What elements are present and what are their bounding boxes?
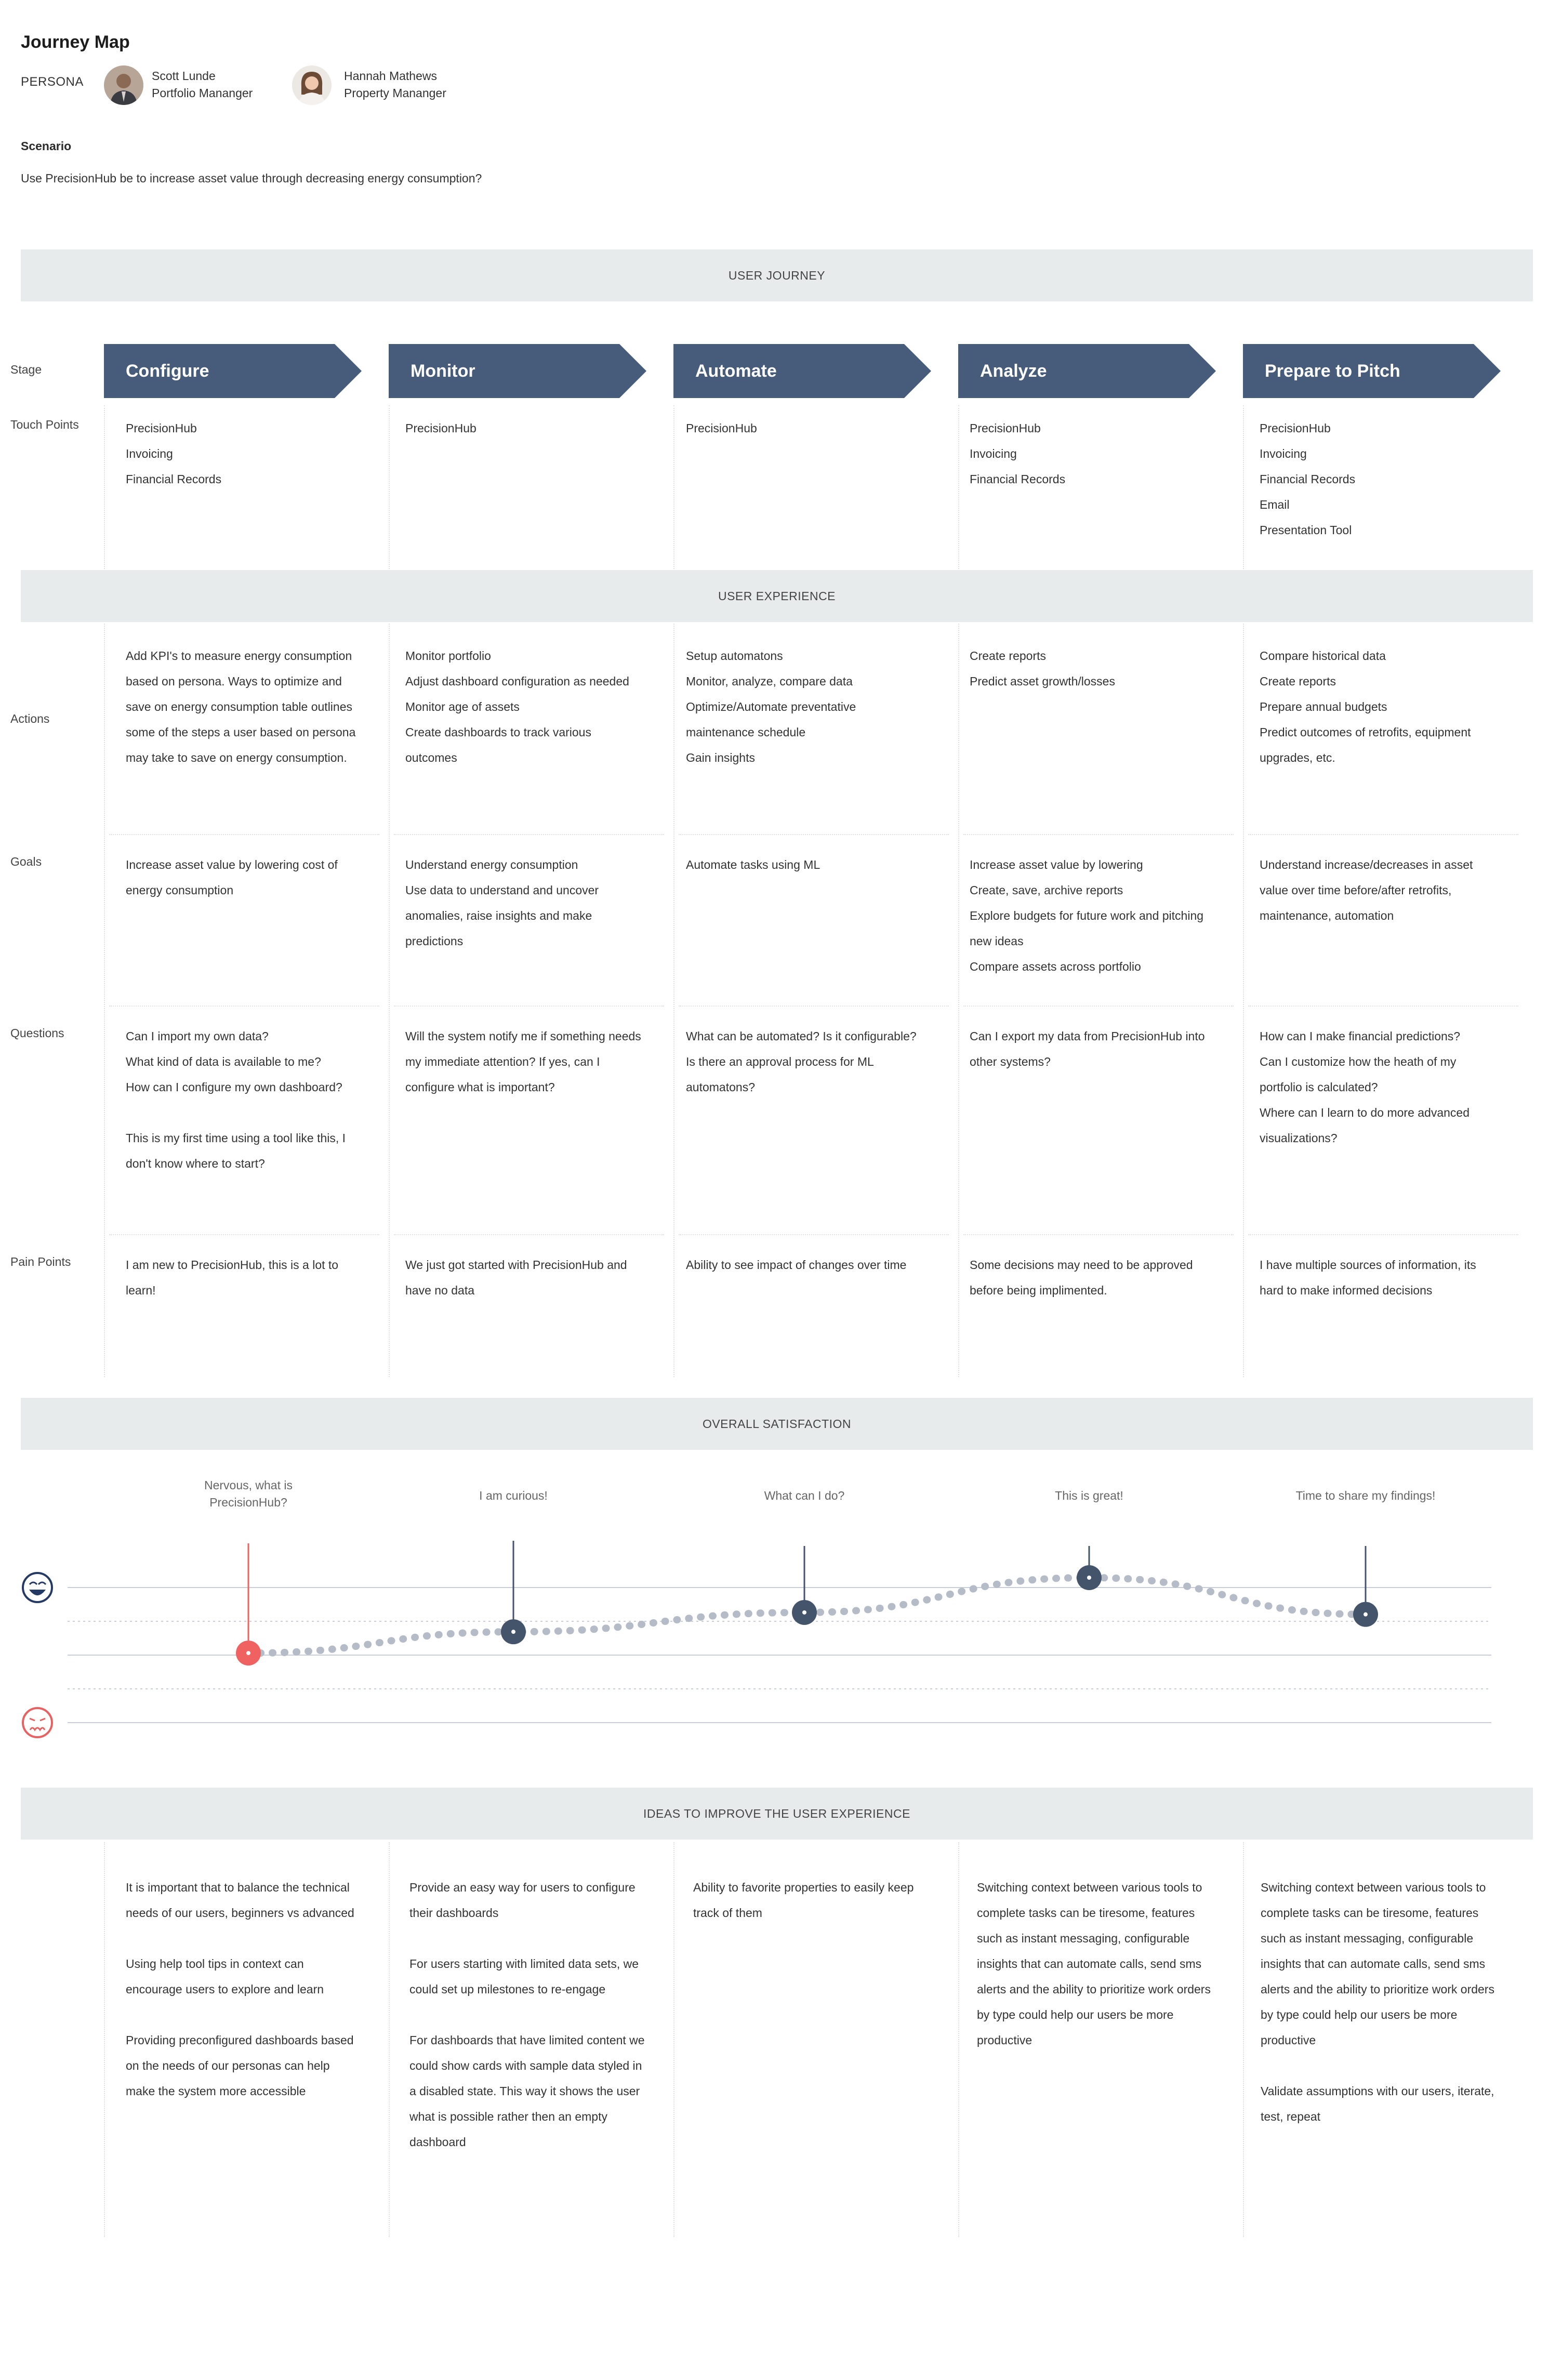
idea-column: [977, 1875, 1213, 2079]
stage-automate: [673, 344, 931, 398]
idea-column: [1261, 1875, 1497, 2155]
column-divider: [104, 1842, 105, 2237]
goals: [126, 852, 362, 903]
sad-face-icon: [23, 1708, 52, 1737]
idea-text: Provide an easy way for users to configure their dashboards: [409, 1881, 636, 1920]
touch-points-item: PrecisionHub: [1260, 421, 1331, 435]
pain-points-text: I have multiple sources of information, its hard to make informed decisions: [1260, 1258, 1476, 1297]
stage-label: Automate: [695, 361, 777, 381]
persona-name: Hannah Mathews: [344, 69, 437, 83]
idea-column: [126, 1875, 362, 2130]
questions: [1260, 1024, 1496, 1151]
row-divider: [1248, 1234, 1518, 1235]
goals: [970, 852, 1206, 980]
stage-configure: [104, 344, 362, 398]
touch-points-item: Presentation Tool: [1260, 523, 1352, 537]
stage-label: Prepare to Pitch: [1265, 361, 1400, 381]
goals-text: Understand energy consumption Use data to understand and uncover anomalies, raise insights and make predictions: [405, 858, 599, 948]
row-divider: [1248, 834, 1518, 835]
column-divider: [389, 624, 390, 1377]
column-divider: [673, 405, 674, 569]
satisfaction-label: This is great!: [1055, 1489, 1123, 1502]
row-divider: [394, 1234, 664, 1235]
questions-text: What can be automated? Is it configurable? Is there an approval process for ML automatons?: [686, 1029, 917, 1094]
row-divider: [963, 1006, 1234, 1007]
pain-points: [686, 1252, 922, 1278]
persona-scott: [152, 68, 253, 102]
idea-text: Using help tool tips in context can encourage users to explore and learn: [126, 1957, 324, 1996]
column-divider: [673, 1842, 674, 2237]
section-user-journey: USER JOURNEY: [21, 249, 1533, 301]
goals-text: Increase asset value by lowering cost of energy consumption: [126, 858, 338, 897]
column-divider: [673, 624, 674, 1377]
touch-points-item: Financial Records: [970, 472, 1066, 486]
goals: [405, 852, 642, 954]
questions-text: Can I import my own data? What kind of data is available to me? How can I configure my own dashboard? This is my first time using a tool like this, I don't know where to start?: [126, 1029, 346, 1170]
pain-points-text: We just got started with PrecisionHub and have no data: [405, 1258, 627, 1297]
row-label-questions: Questions: [10, 1026, 64, 1040]
satisfaction-point-center: [1364, 1612, 1368, 1617]
persona-label: PERSONA: [21, 75, 84, 89]
actions-text: Create reports Predict asset growth/losses: [970, 649, 1115, 688]
questions: [970, 1024, 1206, 1075]
actions: [126, 643, 362, 771]
column-divider: [958, 1842, 959, 2237]
touch-points-item: Financial Records: [126, 472, 222, 486]
row-divider: [109, 1006, 379, 1007]
questions-text: Will the system notify me if something needs my immediate attention? If yes, can I configure what is important?: [405, 1029, 641, 1094]
goals-text: Automate tasks using ML: [686, 858, 820, 871]
satisfaction-point-center: [511, 1630, 515, 1634]
row-divider: [394, 834, 664, 835]
column-divider: [958, 624, 959, 1377]
goals-text: Understand increase/decreases in asset value over time before/after retrofits, maintenance, automation: [1260, 858, 1473, 922]
row-label-actions: Actions: [10, 712, 50, 725]
questions-text: Can I export my data from PrecisionHub into other systems?: [970, 1029, 1205, 1068]
goals-text: Increase asset value by lowering Create, save, archive reports Explore budgets for future work and pitching new ideas Compare assets across portfolio: [970, 858, 1204, 973]
avatar: [104, 65, 143, 105]
column-divider: [1243, 405, 1244, 569]
row-divider: [679, 1006, 949, 1007]
column-divider: [1243, 624, 1244, 1377]
idea-text: Ability to favorite properties to easily keep track of them: [693, 1881, 914, 1920]
actions: [686, 643, 922, 771]
column-divider: [1243, 1842, 1244, 2237]
persona-name: Scott Lunde: [152, 69, 216, 83]
touch-points-item: PrecisionHub: [970, 421, 1041, 435]
satisfaction-point-center: [1087, 1576, 1091, 1580]
questions-text: How can I make financial predictions? Can I customize how the heath of my portfolio is calculated? Where can I learn to do more advanced visualizations?: [1260, 1029, 1470, 1145]
scenario-text: Use PrecisionHub be to increase asset value through decreasing energy consumption?: [21, 171, 482, 185]
idea-text: It is important that to balance the technical needs of our users, beginners vs advanced: [126, 1881, 354, 1920]
touch-points-item: PrecisionHub: [126, 421, 197, 435]
questions: [405, 1024, 642, 1100]
idea-column: [409, 1875, 646, 2180]
satisfaction-label: I am curious!: [479, 1489, 548, 1502]
column-divider: [389, 1842, 390, 2237]
pain-points: [405, 1252, 642, 1303]
idea-text: Providing preconfigured dashboards based on the needs of our personas can help make the system more accessible: [126, 2033, 354, 2098]
row-divider: [679, 1234, 949, 1235]
touch-points-item: Financial Records: [1260, 472, 1356, 486]
section-overall-satisfaction: OVERALL SATISFACTION: [21, 1398, 1533, 1450]
pain-points-text: I am new to PrecisionHub, this is a lot to learn!: [126, 1258, 339, 1297]
stage-label: Configure: [126, 361, 209, 381]
actions-text: Setup automatons Monitor, analyze, compare data Optimize/Automate preventative maintenance schedule Gain insights: [686, 649, 856, 764]
row-label-touch-points: Touch Points: [10, 418, 79, 431]
goals: [686, 852, 922, 878]
persona-photo-icon: [292, 65, 332, 105]
touch-points-item: PrecisionHub: [405, 421, 476, 435]
row-divider: [963, 834, 1234, 835]
row-label-pain-points: Pain Points: [10, 1255, 71, 1268]
satisfaction-label: Nervous, what is PrecisionHub?: [204, 1478, 293, 1509]
page-title: Journey Map: [21, 32, 130, 52]
row-divider: [109, 834, 379, 835]
persona-role: Portfolio Mananger: [152, 86, 253, 100]
questions: [686, 1024, 922, 1100]
touch-points: [686, 416, 922, 441]
persona-hannah: [344, 68, 446, 102]
avatar: [292, 65, 332, 105]
stage-analyze: [958, 344, 1216, 398]
idea-text: For users starting with limited data sets, we could set up milestones to re-engage: [409, 1957, 639, 1996]
column-divider: [104, 405, 105, 569]
touch-points-item: Invoicing: [970, 447, 1017, 460]
column-divider: [389, 405, 390, 569]
pain-points: [970, 1252, 1206, 1303]
actions-text: Add KPI's to measure energy consumption based on persona. Ways to optimize and save on energy consumption table outlines some of the steps a user based on persona may take to save on energy consumption.: [126, 649, 356, 764]
persona-photo-icon: [104, 65, 143, 105]
touch-points: [126, 416, 362, 492]
column-divider: [958, 405, 959, 569]
idea-column: [693, 1875, 930, 1951]
idea-text: For dashboards that have limited content we could show cards with sample data styled in a disabled state. This way it shows the user what is possible rather then an empty dashboard: [409, 2033, 645, 2149]
touch-points-item: Email: [1260, 498, 1290, 511]
row-divider: [394, 1006, 664, 1007]
touch-points: [1260, 416, 1496, 543]
satisfaction-point-center: [246, 1651, 250, 1655]
row-label-goals: Goals: [10, 855, 42, 868]
satisfaction-point-center: [802, 1610, 806, 1615]
actions: [1260, 643, 1496, 771]
stage-label: Monitor: [411, 361, 475, 381]
pain-points: [126, 1252, 362, 1303]
actions-text: Compare historical data Create reports Prepare annual budgets Predict outcomes of retrofits, equipment upgrades, etc.: [1260, 649, 1471, 764]
row-divider: [1248, 1006, 1518, 1007]
idea-text: Switching context between various tools to complete tasks can be tiresome, features such as instant messaging, configurable insights that can automate calls, send sms alerts and the ability to prioritize work orders by type could help our users be more productive: [977, 1881, 1211, 2047]
touch-points-item: PrecisionHub: [686, 421, 757, 435]
pain-points: [1260, 1252, 1496, 1303]
questions: [126, 1024, 362, 1176]
happy-face-icon: [23, 1573, 52, 1602]
row-divider: [963, 1234, 1234, 1235]
satisfaction-label: What can I do?: [764, 1489, 845, 1502]
stage-label: Analyze: [980, 361, 1047, 381]
idea-text: Validate assumptions with our users, iterate, test, repeat: [1261, 2084, 1494, 2123]
scenario-title: Scenario: [21, 139, 72, 153]
pain-points-text: Ability to see impact of changes over time: [686, 1258, 907, 1272]
actions: [970, 643, 1206, 694]
touch-points-item: Invoicing: [1260, 447, 1307, 460]
satisfaction-label: Time to share my findings!: [1295, 1489, 1436, 1502]
actions-text: Monitor portfolio Adjust dashboard configuration as needed Monitor age of assets Create dashboards to track various outcomes: [405, 649, 629, 764]
touch-points: [970, 416, 1206, 492]
section-user-experience: USER EXPERIENCE: [21, 570, 1533, 622]
row-label-stage: Stage: [10, 363, 42, 376]
stage-prepare-to-pitch: [1243, 344, 1501, 398]
column-divider: [104, 624, 105, 1377]
row-divider: [109, 1234, 379, 1235]
actions: [405, 643, 642, 771]
stage-monitor: [389, 344, 646, 398]
touch-points-item: Invoicing: [126, 447, 173, 460]
pain-points-text: Some decisions may need to be approved before being implimented.: [970, 1258, 1193, 1297]
idea-text: Switching context between various tools to complete tasks can be tiresome, features such as instant messaging, configurable insights that can automate calls, send sms alerts and the ability to prioritize work orders by type could help our users be more productive: [1261, 1881, 1494, 2047]
touch-points: [405, 416, 642, 441]
section-ideas: IDEAS TO IMPROVE THE USER EXPERIENCE: [21, 1788, 1533, 1840]
row-divider: [679, 834, 949, 835]
goals: [1260, 852, 1496, 929]
persona-role: Property Mananger: [344, 86, 446, 100]
